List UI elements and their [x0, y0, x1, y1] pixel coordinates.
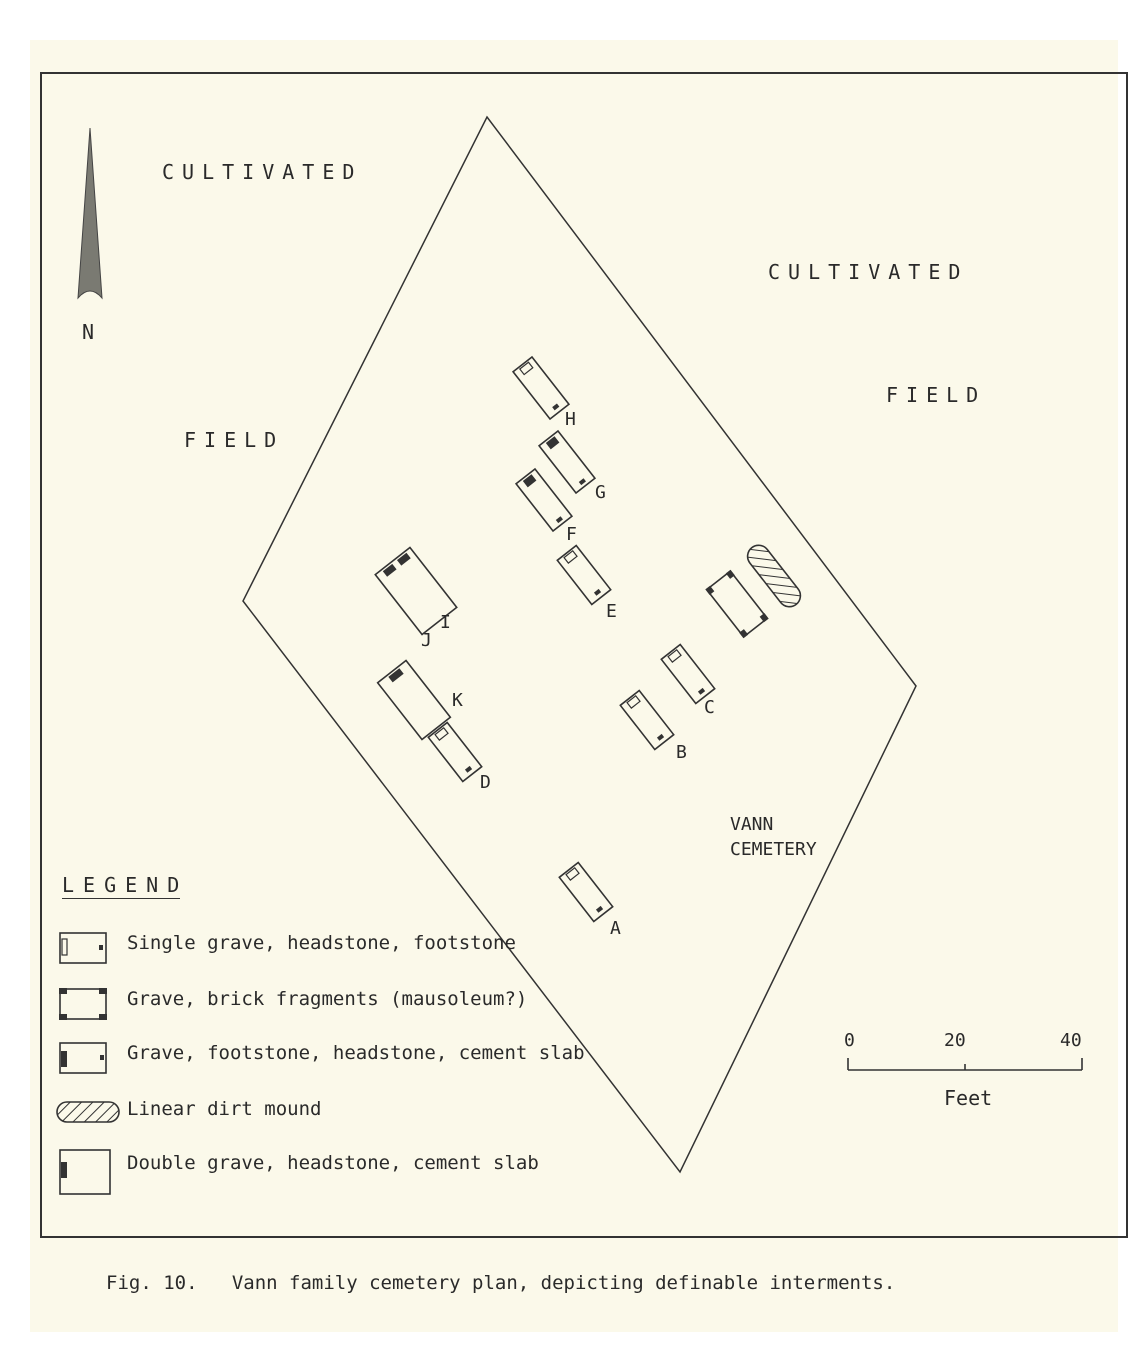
legend-item-label: Grave, brick fragments (mausoleum?) — [127, 988, 528, 1010]
grave-label-h: H — [565, 409, 576, 430]
cultivated-right-label: CULTIVATED — [768, 260, 969, 284]
scale-tick-0: 0 — [844, 1030, 855, 1051]
dirt-mound-icon — [55, 1094, 125, 1134]
cultivated-left-label: CULTIVATED — [162, 160, 363, 184]
legend-underline — [62, 898, 180, 899]
grave-label-j: J — [421, 630, 432, 651]
legend-item-label: Grave, footstone, headstone, cement slab — [127, 1042, 585, 1064]
single-grave-icon — [55, 928, 115, 968]
scale-unit: Feet — [944, 1086, 993, 1110]
scale-bar — [848, 1058, 1082, 1070]
grave-h-marker — [513, 357, 569, 419]
scale-tick-20: 20 — [944, 1030, 966, 1051]
grave-b-marker — [620, 691, 673, 750]
legend-title: LEGEND — [62, 873, 189, 897]
north-label: N — [82, 320, 95, 344]
double-grave-icon — [55, 1148, 115, 1198]
legend-item-slab-grave — [55, 1038, 585, 1082]
field-left-label: FIELD — [184, 428, 285, 452]
grave-a-marker — [559, 863, 612, 922]
scale-tick-40: 40 — [1060, 1030, 1082, 1051]
grave-label-f: F — [566, 524, 577, 545]
grave-label-c: C — [704, 697, 715, 718]
cemetery-label-line2: CEMETERY — [730, 839, 817, 860]
grave-d-marker — [428, 723, 481, 782]
grave-label-i: I — [440, 612, 451, 633]
grave-label-a: A — [610, 918, 621, 939]
north-arrow-icon — [78, 128, 102, 298]
brick-grave-icon — [55, 984, 115, 1024]
grave-label-b: B — [676, 742, 687, 763]
grave-label-d: D — [480, 772, 491, 793]
legend-item-label: Double grave, headstone, cement slab — [127, 1152, 539, 1174]
figure-caption: Fig. 10. Vann family cemetery plan, depicting definable interments. — [106, 1272, 896, 1294]
legend-item-brick-grave — [55, 984, 535, 1028]
legend-item-dirt-mound — [55, 1094, 535, 1138]
legend-item-label: Linear dirt mound — [127, 1098, 322, 1120]
grave-e-marker — [557, 546, 610, 605]
grave-c-marker — [661, 645, 714, 704]
legend-item-label: Single grave, headstone, footstone — [127, 932, 516, 954]
legend-item-double-grave — [55, 1148, 539, 1192]
legend-item-single-grave — [55, 928, 535, 972]
grave-label-g: G — [595, 482, 606, 503]
field-right-label: FIELD — [886, 383, 987, 407]
grave-label-k: K — [452, 690, 463, 711]
cemetery-label-line1: VANN — [730, 814, 774, 835]
grave-label-e: E — [606, 601, 617, 622]
grave-brick-marker — [705, 570, 768, 639]
slab-grave-icon — [55, 1038, 115, 1078]
